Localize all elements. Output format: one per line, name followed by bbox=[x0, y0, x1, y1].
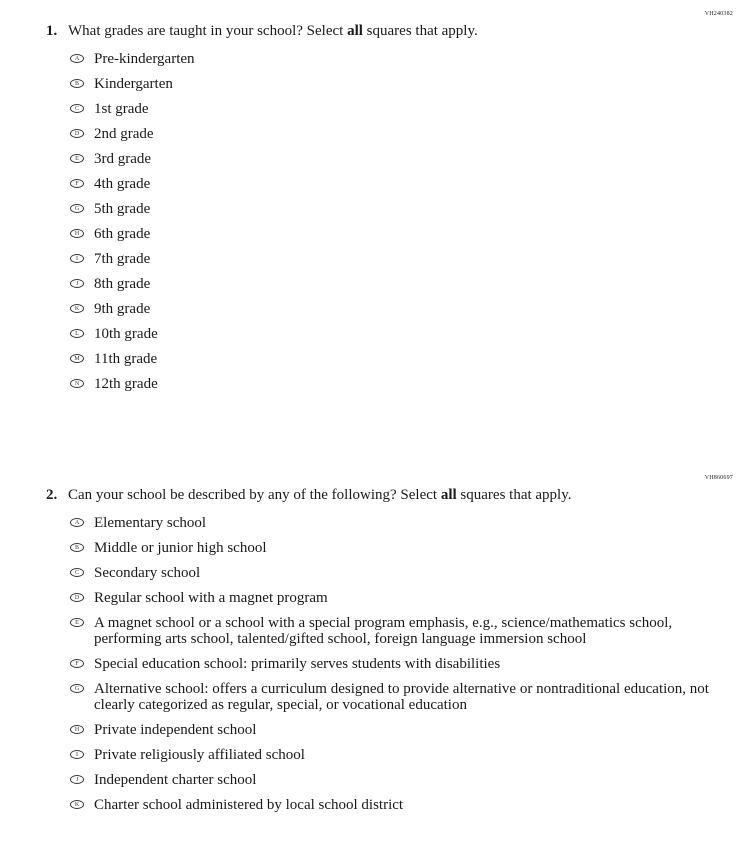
option-row bbox=[70, 565, 733, 581]
answer-oval-icon[interactable]: M bbox=[70, 354, 84, 363]
option-label: Alternative school: offers a curriculum designed to provide alternative or nontraditional education, not clearly categorized as regular, special, or vocational education bbox=[94, 681, 709, 713]
option-label: A magnet school or a school with a special program emphasis, e.g., science/mathematics school, performing arts school, talented/gifted school, foreign language immersion school bbox=[94, 615, 673, 647]
option-row bbox=[70, 251, 733, 267]
answer-oval-icon[interactable]: D bbox=[70, 129, 84, 138]
option-label: Middle or junior high school bbox=[94, 540, 267, 556]
option-row bbox=[70, 226, 733, 242]
answer-oval-icon[interactable]: K bbox=[70, 800, 84, 809]
option-row bbox=[70, 351, 733, 367]
answer-oval-icon[interactable]: D bbox=[70, 593, 84, 602]
option-label: 3rd grade bbox=[94, 151, 152, 167]
option-row bbox=[70, 681, 733, 713]
option-label: 6th grade bbox=[94, 226, 151, 242]
option-label: 4th grade bbox=[94, 176, 151, 192]
option-label: 9th grade bbox=[94, 301, 151, 317]
option-label: Private religiously affiliated school bbox=[94, 747, 305, 763]
answer-oval-icon[interactable]: I bbox=[70, 254, 84, 263]
option-label: Kindergarten bbox=[94, 76, 173, 92]
option-label: 2nd grade bbox=[94, 126, 154, 142]
option-row bbox=[70, 76, 733, 92]
answer-oval-icon[interactable]: C bbox=[70, 104, 84, 113]
answer-oval-icon[interactable]: N bbox=[70, 379, 84, 388]
option-label: 8th grade bbox=[94, 276, 151, 292]
answer-oval-icon[interactable]: E bbox=[70, 618, 84, 627]
option-row bbox=[70, 101, 733, 117]
answer-oval-icon[interactable]: F bbox=[70, 179, 84, 188]
answer-oval-icon[interactable]: G bbox=[70, 204, 84, 213]
question-2-text: Can your school be described by any of the following? Select all squares that apply. bbox=[68, 487, 572, 503]
option-label: Charter school administered by local school district bbox=[94, 797, 404, 813]
option-row bbox=[70, 151, 733, 167]
answer-oval-icon[interactable]: H bbox=[70, 229, 84, 238]
question-1-prompt bbox=[46, 22, 733, 40]
option-label: Elementary school bbox=[94, 515, 207, 531]
option-row bbox=[70, 51, 733, 67]
option-row bbox=[70, 126, 733, 142]
answer-oval-icon[interactable]: A bbox=[70, 54, 84, 63]
question-1-options bbox=[70, 51, 733, 392]
answer-oval-icon[interactable]: L bbox=[70, 329, 84, 338]
answer-oval-icon[interactable]: J bbox=[70, 279, 84, 288]
answer-oval-icon[interactable]: A bbox=[70, 518, 84, 527]
question-2 bbox=[46, 474, 733, 813]
option-row bbox=[70, 656, 733, 672]
option-label: Independent charter school bbox=[94, 772, 257, 788]
answer-oval-icon[interactable]: G bbox=[70, 684, 84, 693]
form-code-2: VH860697 bbox=[704, 475, 733, 481]
option-label: 12th grade bbox=[94, 376, 158, 392]
form-code-1: VH240382 bbox=[704, 11, 733, 17]
option-label: 11th grade bbox=[94, 351, 158, 367]
option-row bbox=[70, 301, 733, 317]
answer-oval-icon[interactable]: F bbox=[70, 659, 84, 668]
answer-oval-icon[interactable]: B bbox=[70, 543, 84, 552]
option-row bbox=[70, 540, 733, 556]
option-row bbox=[70, 772, 733, 788]
answer-oval-icon[interactable]: H bbox=[70, 725, 84, 734]
option-label: Pre-kindergarten bbox=[94, 51, 195, 67]
option-row bbox=[70, 276, 733, 292]
option-row bbox=[70, 515, 733, 531]
answer-oval-icon[interactable]: C bbox=[70, 568, 84, 577]
answer-oval-icon[interactable]: E bbox=[70, 154, 84, 163]
question-1 bbox=[46, 10, 733, 392]
option-label: Regular school with a magnet program bbox=[94, 590, 328, 606]
question-2-number: 2. bbox=[46, 487, 58, 503]
answer-oval-icon[interactable]: I bbox=[70, 750, 84, 759]
option-label: Private independent school bbox=[94, 722, 257, 738]
option-label: Special education school: primarily serves students with disabilities bbox=[94, 656, 501, 672]
option-row bbox=[70, 326, 733, 342]
option-row bbox=[70, 615, 733, 647]
option-row bbox=[70, 376, 733, 392]
option-row bbox=[70, 590, 733, 606]
question-2-prompt bbox=[46, 486, 733, 504]
option-label: 1st grade bbox=[94, 101, 149, 117]
question-1-text: What grades are taught in your school? Select all squares that apply. bbox=[68, 23, 478, 39]
option-row bbox=[70, 176, 733, 192]
question-2-options bbox=[70, 515, 733, 813]
answer-oval-icon[interactable]: K bbox=[70, 304, 84, 313]
option-row bbox=[70, 797, 733, 813]
answer-oval-icon[interactable]: J bbox=[70, 775, 84, 784]
option-label: 7th grade bbox=[94, 251, 151, 267]
option-label: 10th grade bbox=[94, 326, 158, 342]
option-label: Secondary school bbox=[94, 565, 201, 581]
option-label: 5th grade bbox=[94, 201, 151, 217]
option-row bbox=[70, 201, 733, 217]
answer-oval-icon[interactable]: B bbox=[70, 79, 84, 88]
option-row bbox=[70, 747, 733, 763]
question-1-number: 1. bbox=[46, 23, 58, 39]
option-row bbox=[70, 722, 733, 738]
